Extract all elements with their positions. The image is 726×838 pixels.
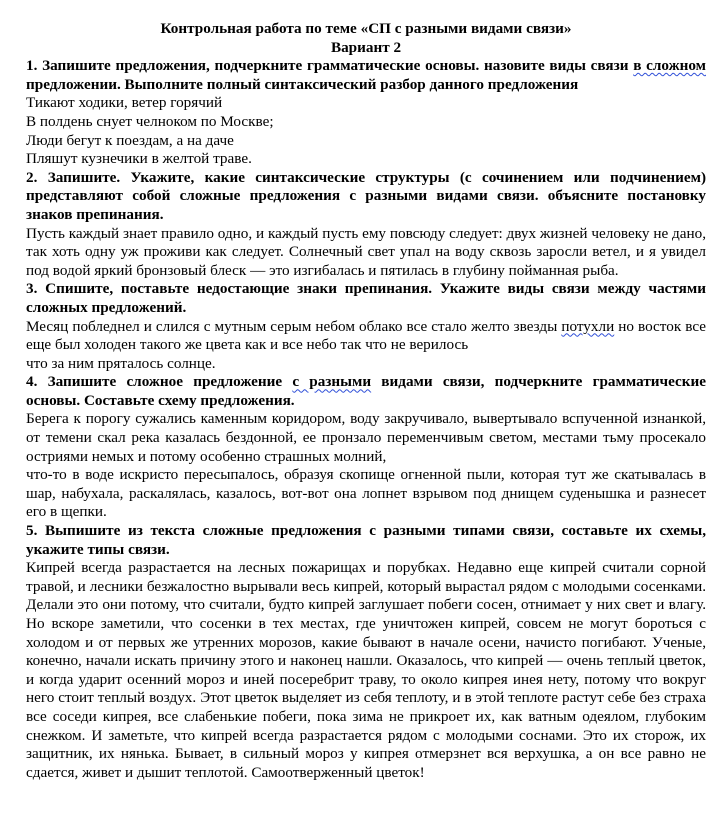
document-title: Контрольная работа по теме «СП с разными видами связи» bbox=[160, 20, 572, 37]
poem-line-4: Пляшут кузнечики в желтой траве. bbox=[26, 150, 252, 168]
task-2-text: Пусть каждый знает правило одно, и каждый пусть ему повсюду следует: двух жизней человеку не дано, так хоть одну уж проживи как следует. Солнечный свет упал на воду сквозь заросли ветел, и я увидел под водой яркий бронзовый блеск — это изгибалась и пятилась в глубину пойманная рыба. bbox=[26, 224, 706, 279]
task-3-text-part-b: но восток все еще был холоден такого же цвета как и все небо так что не верилось bbox=[26, 317, 706, 354]
task-4-text-2: что-то в воде искристо пересыпалось, образуя скопище огненной пыли, которая тут же скатывалась в шар, набухала, раскалялась, казалось, вот-вот она лопнет взрывом под днищем суденышка и разнесет его в щепки. bbox=[26, 466, 706, 521]
task-3-heading: 3. Спишите, поставьте недостающие знаки препинания. Укажите виды связи между частями сложных предложений. bbox=[26, 280, 706, 316]
task-1-heading bbox=[26, 57, 706, 94]
poem-line-2: В полдень снует челноком по Москве; bbox=[26, 112, 274, 130]
task-3-text-last-line: что за ним пряталось солнце. bbox=[26, 354, 216, 372]
task-1-heading-part-b: предложении. Выполните полный синтаксический разбор данного предложения bbox=[26, 75, 579, 93]
task-2-heading: 2. Запишите. Укажите, какие синтаксические структуры (с сочинением или подчинением) представляют собой сложные предложения с разными видами связи. объясните постановку знаков препинания. bbox=[26, 168, 706, 223]
task-5-text: Кипрей всегда разрастается на лесных пожарищах и порубках. Недавно еще кипрей считали сорной травой, и лесники безжалостно вырывали весь кипрей, который вырастал рядом с молодыми сосенками. Делали это они потому, что считали, будто кипрей заглушает побеги сосен, отнимает у них свет и влагу. Но вскоре заметили, что сосенки в тех местах, где уничтожен кипрей, совсем не могут бороться с холодом и от первых же утренних морозов, какие бывают в начале осени, начисто погибают. Ученые, конечно, начали искать причину этого и наконец нашли. Оказалось, что кипрей — очень теплый цветок, и когда ударит осенний мороз и иней посеребрит траву, то около кипрея инея нету, потому что вокруг него стоит теплый воздух. Этот цветок выделяет из себя теплоту, и в этой теплоте растут себе без страха все соседи кипрея, все слабенькие побеги, пока зима не прикроет их, как ватным одеялом, глубоким снежком. И заметьте, что кипрей всегда разрастается рядом с молодыми соснами. Это их сторож, их защитник, их нянька. Бывает, в сильный мороз у кипрея отмерзнет вся верхушка, а он все равно не сдается, живет и дышит теплотой. Самоотверженный цветок! bbox=[26, 559, 706, 781]
spellcheck-underline-1: в сложном bbox=[633, 57, 706, 75]
task-4-heading-part-a: 4. Запишите сложное предложение bbox=[26, 373, 293, 391]
task-3-text-part-a: Месяц побледнел и слился с мутным серым небом облако все стало желто звезды bbox=[26, 317, 562, 335]
poem-line-3: Люди бегут к поездам, а на даче bbox=[26, 131, 234, 149]
task-1-heading-part-a: 1. Запишите предложения, подчеркните грамматические основы. назовите виды связи bbox=[26, 57, 634, 75]
poem-line-1: Тикают ходики, ветер горячий bbox=[26, 94, 223, 112]
task-4-heading bbox=[26, 373, 706, 410]
variant-title: Вариант 2 bbox=[330, 38, 402, 56]
task-3-text bbox=[26, 318, 706, 355]
task-4-text-1: Берега к порогу сужались каменным коридором, воду закручивало, вывертывало вспученной изнанкой, от темени скал река казалась бездонной, ее пронзало переменчивым светом, местами тьму просекало остриями немых и потому особенно страшных молний, bbox=[26, 410, 706, 465]
task-5-heading: 5. Выпишите из текста сложные предложения с разными типами связи, составьте их схемы, укажите типы связи. bbox=[26, 522, 706, 558]
spellcheck-underline-2: потухли bbox=[561, 317, 615, 335]
spellcheck-underline-3: с разными bbox=[292, 373, 372, 391]
task-4-heading-part-b: видами связи, подчеркните грамматические основы. Составьте схему предложения. bbox=[26, 373, 706, 409]
